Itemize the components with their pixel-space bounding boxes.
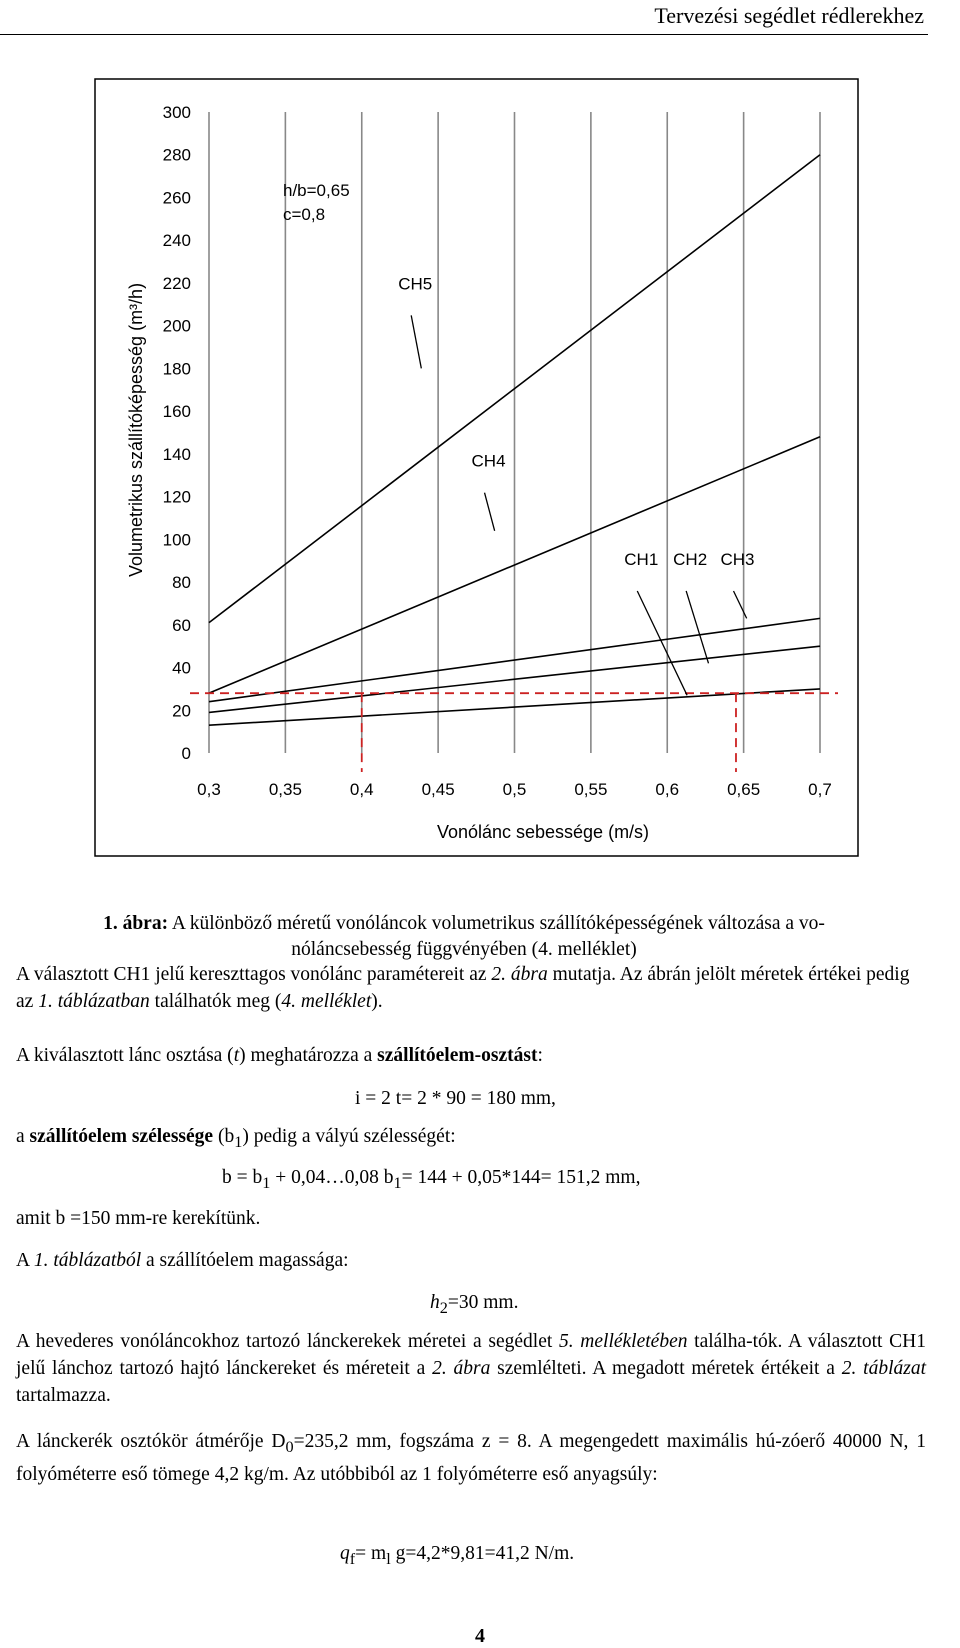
p6-text-c: találha-tók. A választott CH1 jelű lánchoz tartozó hajtó lánckereket és méreteit a [16,1331,927,1379]
caption-text-1: A különböző méretű vonóláncok volumetrikus szállítóképességének változása a vo- [168,913,825,934]
p1-ref-figure: 2. ábra [491,964,548,985]
y-tick-label: 160 [162,402,191,422]
eq3-c: =30 mm. [447,1292,519,1313]
p6-ref-figure: 2. ábra [432,1358,491,1379]
paragraph-6 [16,1328,926,1409]
y-axis-title: Volumetrikus szállítóképesség (m³/h) [126,282,146,578]
p3-sub: 1 [234,1132,243,1151]
eq4-sub2: l [386,1549,391,1568]
paragraph-3 [16,1123,926,1156]
leader-line-ch2 [686,591,708,663]
y-tick-label: 260 [162,188,191,208]
series-label-ch1: CH1 [624,549,659,569]
p3-text-c: (b [213,1126,235,1147]
page-number: 4 [475,1625,485,1647]
y-tick-label: 300 [162,103,191,122]
x-tick-label: 0,45 [421,780,455,799]
x-tick-label: 0,4 [349,780,374,799]
y-tick-label: 40 [172,658,191,678]
figure-caption [16,911,912,963]
x-tick-label: 0,3 [197,780,221,799]
param-annotation-line1: h/b=0,65 [283,181,350,200]
p2-text-e: : [537,1045,543,1066]
caption-label: 1. ábra: [103,913,169,934]
y-tick-label: 0 [181,744,191,763]
y-tick-label: 280 [162,145,191,165]
p2-text-a: A kiválasztott lánc osztása ( [16,1045,234,1066]
y-tick-label: 140 [162,444,191,464]
y-tick-label: 180 [162,359,191,379]
eq2-sub2: 1 [393,1173,402,1192]
p2-text-c: ) meghatározza a [239,1045,378,1066]
paragraph-7 [16,1428,926,1488]
x-tick-label: 0,5 [502,780,527,799]
series-label-ch2: CH2 [673,549,708,569]
leader-line-ch1 [637,591,687,695]
equation-4 [340,1541,574,1572]
x-tick-label: 0,65 [727,780,761,799]
param-annotation-line2: c=0,8 [283,205,326,224]
p5-ref-table: 1. táblázatból [33,1250,142,1271]
p6-text-a: A hevederes vonóláncokhoz tartozó lánckerekek méretei a segédlet [16,1331,559,1352]
equation-2 [222,1165,640,1196]
y-tick-label: 120 [162,487,191,507]
p6-ref-appendix: 5. mellékletében [558,1331,688,1352]
p5-text-a: A [16,1250,34,1271]
leader-line-ch3 [734,591,747,618]
leader-line-ch4 [485,493,495,531]
equation-1: i = 2 t= 2 * 90 = 180 mm, [355,1088,556,1109]
p1-ref-table: 1. táblázatban [38,991,150,1012]
p3-term: szállítóelem szélessége [29,1126,214,1147]
header-title: Tervezési segédlet rédlerekhez [654,3,924,28]
eq4-sub1: f [349,1549,356,1568]
paragraph-5 [16,1247,926,1274]
p2-term: szállítóelem-osztást [377,1045,538,1066]
eq4-c: = m [355,1543,387,1564]
series-annotations [398,274,754,695]
p3-text-a: a [16,1126,30,1147]
y-tick-label: 240 [162,231,191,251]
p1-text-a: A választott CH1 jelű kereszttagos vonólánc paramétereit az [16,964,492,985]
eq4-q: q [340,1543,350,1564]
paragraph-2 [16,1042,926,1069]
x-tick-label: 0,55 [574,780,608,799]
p5-text-c: a szállítóelem magassága: [141,1250,349,1271]
paragraph-1 [16,961,926,1015]
equation-3 [430,1290,518,1321]
eq2-sub1: 1 [262,1173,271,1192]
x-axis-title: Vonólánc sebessége (m/s) [436,822,650,842]
p1-ref-appendix: 4. melléklet [281,991,372,1012]
p1-text-c: mutatja. Az ábrán jelölt méretek értékei pedig az [16,964,910,1012]
eq3-sub: 2 [439,1298,448,1317]
eq2-a: b = b [222,1167,263,1188]
paragraph-4: amit b =150 mm-re kerekítünk. [16,1208,261,1229]
caption-line-1 [16,911,912,937]
p7-text-a: A lánckerék osztókör átmérője D [16,1431,286,1452]
p1-text-e: találhatók meg ( [149,991,282,1012]
y-tick-label: 200 [162,316,191,336]
p6-ref-table: 2. táblázat [841,1358,927,1379]
y-tick-label: 20 [172,701,191,721]
p7-sub: 0 [285,1437,294,1456]
y-tick-label: 80 [172,573,191,593]
p6-text-e: szemlélteti. A megadott méretek értékeit a [490,1358,842,1379]
p7-text-c: =235,2 mm, fogszáma z = 8. A megengedett maximális hú-zóerő 40000 N, 1 folyóméterre eső tömege 4,2 kg/m. Az utóbbiból az 1 folyóméterre eső anyagsúly: [16,1431,926,1485]
series-label-ch5: CH5 [398,274,433,294]
leader-line-ch5 [411,315,421,368]
eq4-e: g=4,2*9,81=41,2 N/m. [390,1543,575,1564]
y-tick-label: 60 [172,615,191,635]
series-label-ch3: CH3 [720,549,755,569]
p3-text-e: ) pedig a vályú szélességét: [242,1126,456,1147]
y-tick-label: 100 [162,530,191,550]
caption-line-2: nóláncsebesség függvényében (4. melléklet) [291,939,637,960]
series-label-ch4: CH4 [471,451,506,471]
eq2-e: = 144 + 0,05*144= 151,2 mm, [401,1167,641,1188]
p2-var-t: t [233,1045,240,1066]
p6-text-g: tartalmazza. [16,1385,111,1406]
y-tick-label: 220 [162,273,191,293]
eq3-h: h [430,1292,440,1313]
x-tick-label: 0,35 [268,780,302,799]
p1-text-g: ). [371,991,383,1012]
x-tick-label: 0,7 [808,780,832,799]
eq2-c: + 0,04…0,08 b [270,1167,394,1188]
x-tick-label: 0,6 [655,780,680,799]
